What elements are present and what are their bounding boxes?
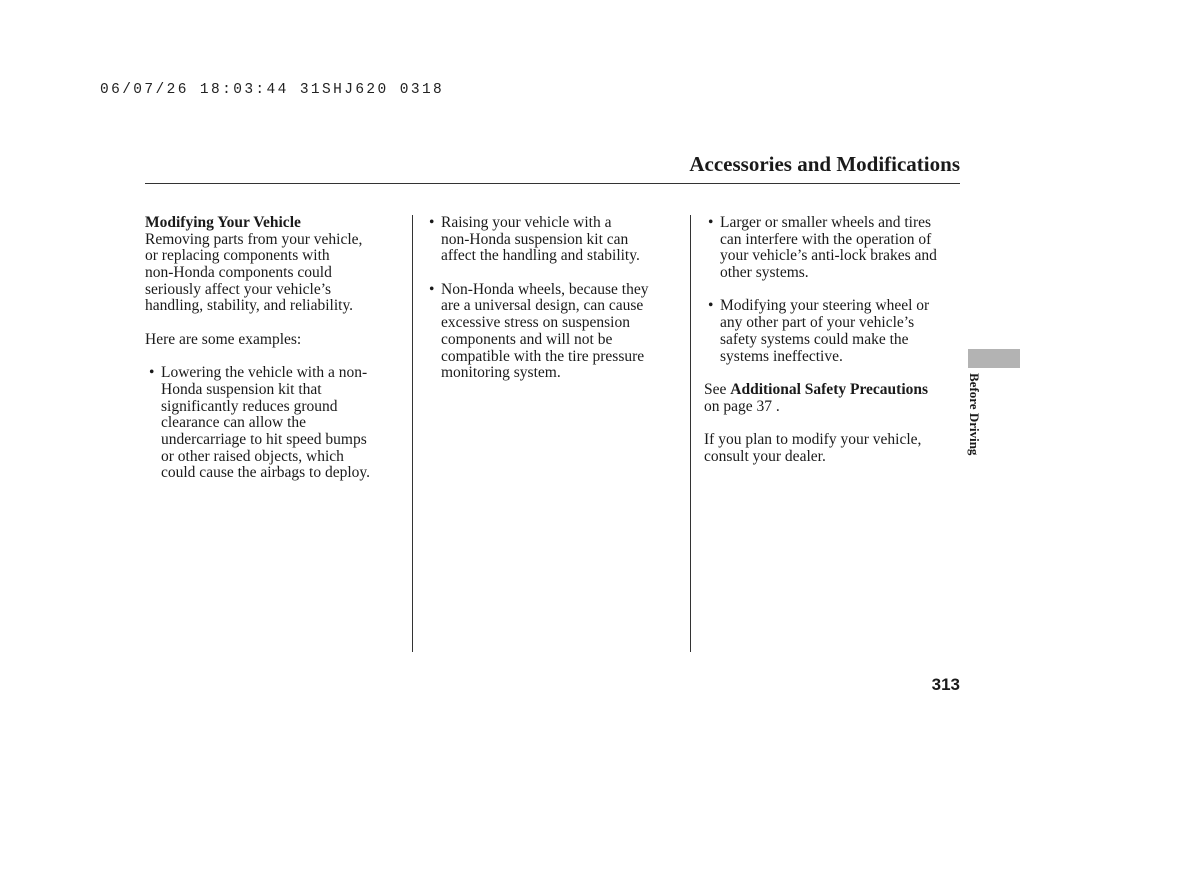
- column-2: [425, 215, 648, 382]
- bullet-line: or other raised objects, which: [161, 447, 344, 465]
- dealer-line: If you plan to modify your vehicle,: [704, 430, 922, 448]
- bullet-icon: •: [708, 297, 714, 315]
- bullet-line: any other part of your vehicle’s: [720, 314, 915, 332]
- bullet-icon: •: [429, 214, 435, 231]
- bullet-wheels: [425, 282, 648, 382]
- column-1: [145, 215, 370, 482]
- section-side-tab: Before Driving: [967, 373, 982, 456]
- bullet-line: excessive stress on suspension: [441, 314, 630, 332]
- bullet-icon: •: [429, 280, 435, 298]
- bullet-line: affect the handling and stability.: [441, 247, 640, 265]
- dealer-line: consult your dealer.: [704, 447, 826, 465]
- bullet-line: components and will not be: [441, 330, 613, 348]
- bullet-line: your vehicle’s anti-lock brakes and: [720, 247, 937, 265]
- title-rule: [145, 183, 960, 184]
- bullet-raising: [425, 215, 648, 265]
- bullet-lowering: [145, 365, 370, 482]
- bullet-line: undercarriage to hit speed bumps: [161, 430, 367, 448]
- bullet-line: Raising your vehicle with a: [441, 214, 612, 231]
- see-reference: [704, 382, 937, 399]
- bullet-icon: •: [708, 214, 714, 231]
- column-divider-left: [412, 215, 413, 652]
- bullet-line: compatible with the tire pressure: [441, 347, 645, 365]
- safety-precautions-link[interactable]: Additional Safety Precautions: [730, 380, 929, 398]
- see-page-ref: on page 37 .: [704, 397, 780, 415]
- bullet-line: clearance can allow the: [161, 414, 307, 432]
- examples-label: Here are some examples:: [145, 330, 302, 348]
- section-heading: Modifying Your Vehicle: [145, 214, 301, 231]
- column-divider-right: [690, 215, 691, 652]
- bullet-line: significantly reduces ground: [161, 397, 338, 415]
- bullet-line: Honda suspension kit that: [161, 380, 322, 398]
- bullet-line: Modifying your steering wheel or: [720, 297, 930, 315]
- column-3: [704, 215, 937, 465]
- bullet-line: non-Honda suspension kit can: [441, 230, 629, 248]
- bullet-line: Lowering the vehicle with a non-: [161, 364, 368, 382]
- bullet-line: could cause the airbags to deploy.: [161, 464, 371, 482]
- bullet-line: safety systems could make the: [720, 330, 909, 348]
- bullet-steering: [704, 298, 937, 365]
- bullet-wheel-size: [704, 215, 937, 282]
- bullet-line: can interfere with the operation of: [720, 230, 932, 248]
- bullet-line: other systems.: [720, 264, 809, 282]
- intro-line: seriously affect your vehicle’s: [145, 280, 332, 298]
- bullet-line: Non-Honda wheels, because they: [441, 280, 649, 298]
- intro-line: non-Honda components could: [145, 264, 332, 282]
- intro-line: or replacing components with: [145, 247, 330, 265]
- intro-line: handling, stability, and reliability.: [145, 297, 354, 315]
- bullet-line: monitoring system.: [441, 364, 561, 382]
- page-title: Accessories and Modifications: [689, 152, 960, 176]
- see-prefix: See: [704, 380, 727, 398]
- section-tab-marker: [968, 349, 1020, 368]
- bullet-line: systems ineffective.: [720, 347, 843, 365]
- print-timestamp: 06/07/26 18:03:44 31SHJ620 0318: [100, 82, 445, 98]
- bullet-line: are a universal design, can cause: [441, 297, 644, 315]
- bullet-icon: •: [149, 364, 155, 382]
- bullet-line: Larger or smaller wheels and tires: [720, 214, 932, 231]
- intro-line: Removing parts from your vehicle,: [145, 230, 363, 248]
- page-number: 313: [931, 675, 960, 694]
